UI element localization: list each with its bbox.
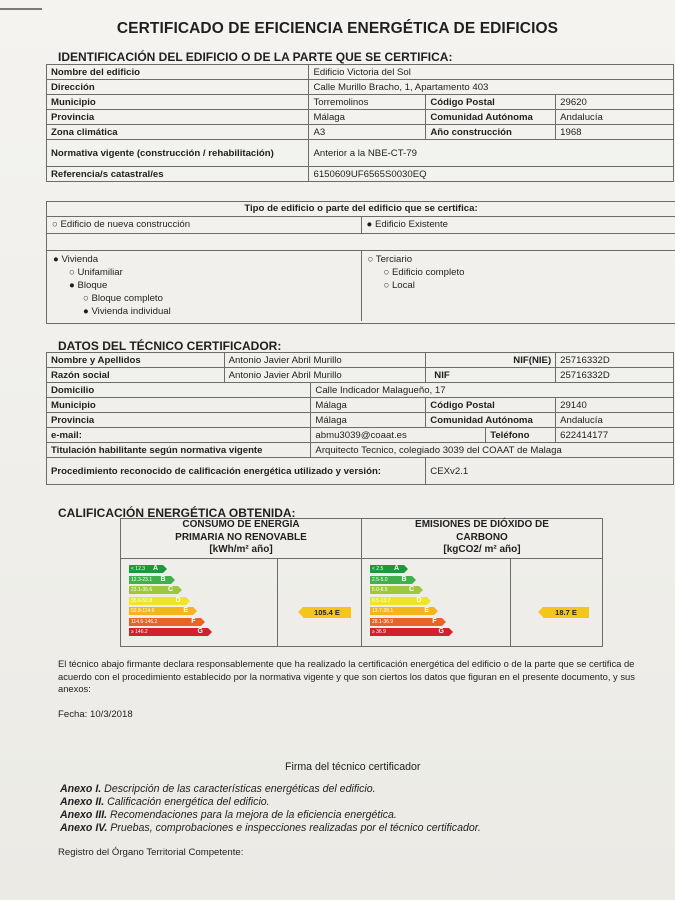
tecnico-provincia-label: Provincia — [47, 413, 311, 428]
consumo-h2: PRIMARIA NO RENOVABLE — [175, 531, 307, 543]
emisiones-range-e: 13.7-28.1 — [372, 608, 394, 614]
emisiones-bar-f — [370, 618, 442, 626]
radio-edificio-existente[interactable]: ● Edificio Existente — [366, 219, 449, 230]
consumo-range-g: ≥ 146.2 — [131, 629, 148, 635]
emisiones-h1: EMISIONES DE DIÓXIDO DE — [415, 519, 549, 530]
consumo-letter-a: A — [152, 565, 158, 572]
emisiones-range-g: ≥ 36.9 — [372, 629, 386, 635]
referencia-label: Referencia/s catastral/es — [47, 167, 309, 182]
emisiones-letter-e: E — [424, 607, 429, 614]
tecnico-nombre-value: Antonio Javier Abril Murillo — [224, 353, 426, 368]
radio-edificio-completo[interactable]: ○ Edificio completo — [383, 267, 465, 278]
ca-label: Comunidad Autónoma — [426, 110, 556, 125]
nifnie-value: 25716332D — [556, 353, 674, 368]
emisiones-bar-g — [370, 628, 449, 636]
anio-value: 1968 — [556, 125, 674, 140]
consumo-scale — [121, 559, 278, 646]
consumo-range-a: < 12.3 — [131, 566, 146, 572]
radio-terciario[interactable]: ○ Terciario — [367, 254, 413, 265]
consumo-range-e: 52.8-114.6 — [131, 608, 155, 614]
consumo-bar-a — [129, 565, 163, 573]
direccion-value: Calle Murillo Bracho, 1, Apartamento 403 — [309, 80, 674, 95]
radio-local[interactable]: ○ Local — [383, 280, 415, 291]
consumo-value-marker: 105.4 E — [303, 607, 351, 618]
consumo-bar-f — [129, 618, 201, 626]
emisiones-header — [362, 519, 602, 559]
emisiones-unit: [kgCO2/ m² año] — [443, 544, 521, 555]
domicilio-label: Domicilio — [47, 383, 311, 398]
emisiones-bar-c — [370, 586, 419, 594]
emisiones-bar-d — [370, 597, 427, 605]
emisiones-value-cell — [511, 559, 602, 646]
zona-label: Zona climática — [47, 125, 309, 140]
consumo-letter-b: B — [160, 575, 166, 583]
consumo-range-f: 114.6-146.2 — [131, 618, 158, 625]
identificacion-table — [46, 64, 674, 182]
emisiones-letter-c: C — [408, 586, 414, 593]
emisiones-letter-f: F — [432, 617, 437, 625]
titulacion-value: Arquitecto Tecnico, colegiado 3039 del COAAT de Malaga — [311, 443, 674, 458]
direccion-label: Dirección — [47, 80, 309, 95]
emisiones-letter-a: A — [393, 565, 399, 572]
anexo-2: Anexo II. Calificación energética del edificio. — [60, 796, 270, 808]
emisiones-scale — [362, 559, 511, 646]
consumo-bar-c — [129, 586, 178, 594]
nifnie-label: NIF(NIE) — [426, 353, 556, 368]
referencia-value: 6150609UF6565S0030EQ — [309, 167, 674, 182]
consumo-header — [121, 519, 362, 559]
razon-value: Antonio Javier Abril Murillo — [224, 368, 426, 383]
zona-value: A3 — [309, 125, 426, 140]
email-label: e-mail: — [47, 428, 311, 443]
emisiones-range-a: < 2.5 — [372, 566, 384, 572]
procedimiento-value: CEXv2.1 — [426, 458, 674, 485]
consumo-bar-e — [129, 607, 193, 615]
consumo-bar-b — [129, 576, 171, 584]
anexo-3: Anexo III. Recomendaciones para la mejora de la eficiencia energética. — [60, 809, 397, 821]
consumo-letter-f: F — [191, 617, 196, 625]
telefono-label: Teléfono — [486, 428, 556, 443]
consumo-h1: CONSUMO DE ENERGÍA — [182, 519, 300, 530]
radio-nueva-construccion[interactable]: ○ Edificio de nueva construcción — [47, 217, 362, 233]
telefono-value: 622414177 — [556, 428, 674, 443]
tecnico-nombre-label: Nombre y Apellidos — [47, 353, 225, 368]
calificacion-title: CALIFICACIÓN ENERGÉTICA OBTENIDA: — [58, 506, 296, 520]
anexo-1: Anexo I. Descripción de las características energéticas del edificio. — [60, 783, 376, 795]
consumo-letter-g: G — [197, 628, 203, 635]
tecnico-cp-label: Código Postal — [426, 398, 556, 413]
consumo-range-d: 35.6-52.8 — [131, 597, 153, 604]
fecha: Fecha: 10/3/2018 — [58, 709, 133, 720]
emisiones-range-f: 28.1-36.9 — [372, 618, 394, 625]
nombre-edificio-label: Nombre del edificio — [47, 65, 309, 80]
procedimiento-label: Procedimiento reconocido de calificación energética utilizado y versión: — [47, 458, 426, 485]
declaracion-text: El técnico abajo firmante declara responsablemente que ha realizado la certificación energética del edificio o de la parte que se certifica de acuerdo con el procedimiento establecido por la normativa vigente y que son ciertos los datos que figuran en el presente documento, y sus anexos: — [58, 658, 635, 694]
tecnico-title: DATOS DEL TÉCNICO CERTIFICADOR: — [58, 339, 282, 353]
tecnico-municipio-label: Municipio — [47, 398, 311, 413]
radio-bloque[interactable]: ● Bloque — [69, 280, 108, 291]
tecnico-provincia-value: Málaga — [311, 413, 426, 428]
emisiones-range-c: 5.0-8.5 — [372, 587, 388, 593]
firma-label: Firma del técnico certificador — [285, 761, 421, 773]
domicilio-value: Calle Indicador Malagueño, 17 — [311, 383, 674, 398]
municipio-label: Municipio — [47, 95, 309, 110]
anexo-4: Anexo IV. Pruebas, comprobaciones e inspecciones realizadas por el técnico certificador. — [60, 822, 481, 834]
emisiones-bar-b — [370, 576, 412, 584]
consumo-range-b: 12.3-23.1 — [131, 576, 153, 583]
calificacion-grid — [120, 518, 603, 647]
municipio-value: Torremolinos — [309, 95, 426, 110]
consumo-range-c: 23.1-35.6 — [131, 587, 153, 593]
consumo-letter-e: E — [183, 607, 188, 614]
radio-unifamiliar[interactable]: ○ Unifamiliar — [69, 267, 123, 278]
emisiones-value-marker: 18.7 E — [543, 607, 589, 618]
consumo-bar-d — [129, 597, 186, 605]
razon-label: Razón social — [47, 368, 225, 383]
identificacion-title: IDENTIFICACIÓN DEL EDIFICIO O DE LA PARTE QUE SE CERTIFICA: — [58, 50, 453, 64]
emisiones-letter-d: D — [416, 596, 422, 604]
tecnico-ca-label: Comunidad Autónoma — [426, 413, 556, 428]
consumo-bar-g — [129, 628, 208, 636]
emisiones-letter-g: G — [438, 628, 444, 635]
nif-label: NIF — [426, 368, 556, 383]
emisiones-h2: CARBONO — [456, 531, 508, 543]
emisiones-range-d: 8.5-13.7 — [372, 597, 391, 604]
provincia-label: Provincia — [47, 110, 309, 125]
tecnico-cp-value: 29140 — [556, 398, 674, 413]
tipo-header: Tipo de edificio o parte del edificio que se certifica: — [47, 202, 675, 217]
cp-value: 29620 — [556, 95, 674, 110]
radio-vivienda-individual[interactable]: ● Vivienda individual — [83, 306, 171, 317]
tipo-edificio-box — [46, 201, 675, 324]
cp-label: Código Postal — [426, 95, 556, 110]
tecnico-municipio-value: Málaga — [311, 398, 426, 413]
nombre-edificio-value: Edificio Victoria del Sol — [309, 65, 674, 80]
emisiones-range-b: 2.5-5.0 — [372, 576, 388, 583]
emisiones-bar-a — [370, 565, 404, 573]
tecnico-table — [46, 352, 674, 485]
radio-vivienda[interactable]: ● Vivienda — [53, 254, 99, 265]
corner-mark — [0, 8, 42, 10]
consumo-unit: [kWh/m² año] — [209, 544, 273, 555]
emisiones-bar-e — [370, 607, 434, 615]
titulacion-label: Titulación habilitante según normativa vigente — [47, 443, 311, 458]
registro-label: Registro del Órgano Territorial Competente: — [58, 847, 244, 858]
consumo-letter-c: C — [167, 586, 173, 593]
radio-bloque-completo[interactable]: ○ Bloque completo — [83, 293, 163, 304]
nif-value: 25716332D — [556, 368, 674, 383]
emisiones-letter-b: B — [401, 575, 407, 583]
document-title: CERTIFICADO DE EFICIENCIA ENERGÉTICA DE EDIFICIOS — [116, 20, 559, 37]
ca-value: Andalucía — [556, 110, 674, 125]
tecnico-ca-value: Andalucía — [556, 413, 674, 428]
consumo-letter-d: D — [175, 596, 181, 604]
anio-label: Año construcción — [426, 125, 556, 140]
consumo-value-cell — [278, 559, 362, 646]
email-value: abmu3039@coaat.es — [311, 428, 486, 443]
normativa-value: Anterior a la NBE-CT-79 — [309, 140, 674, 167]
provincia-value: Málaga — [309, 110, 426, 125]
normativa-label: Normativa vigente (construcción / rehabilitación) — [47, 140, 309, 167]
